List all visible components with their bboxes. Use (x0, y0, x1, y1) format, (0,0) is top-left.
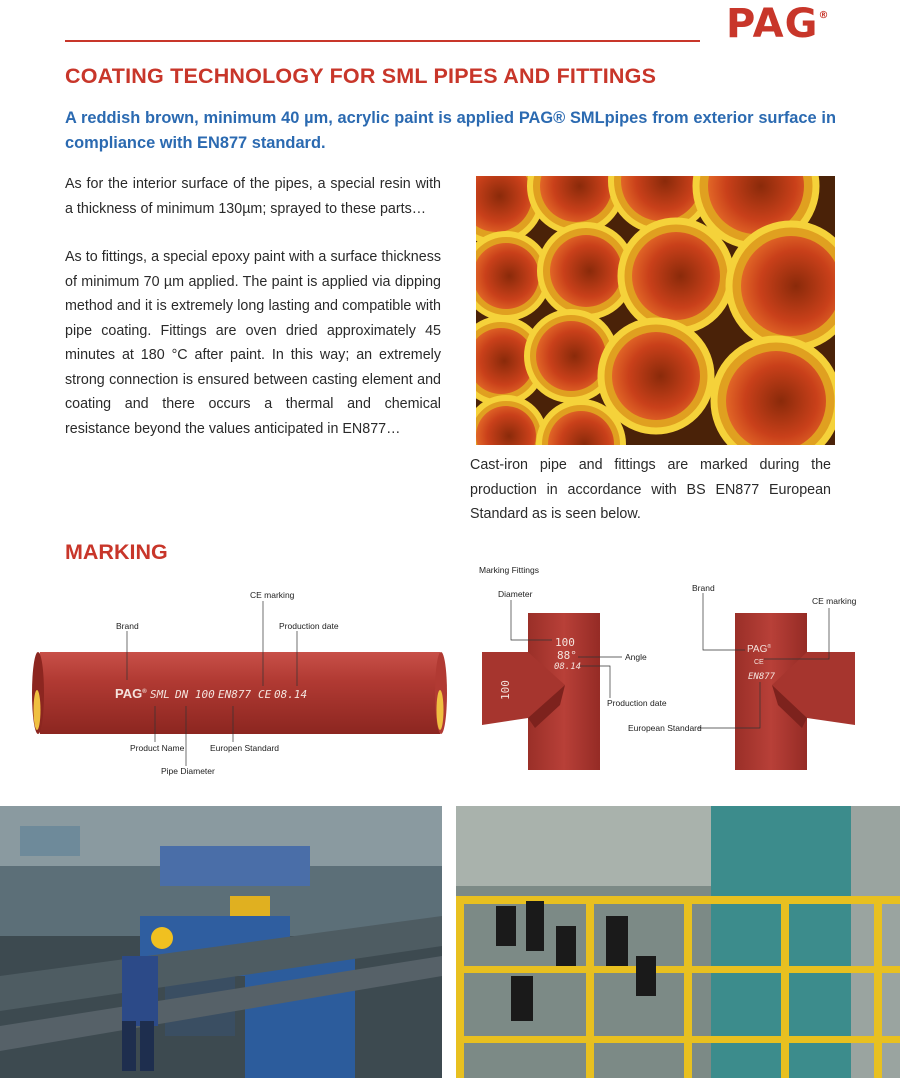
pag-logo: PAG® (726, 1, 830, 47)
fit-mark-ce: CE (754, 659, 764, 666)
paragraph-fittings: As to fittings, a special epoxy paint with a surface thickness of minimum 70 µm applied. The paint is applied via dipping method and it is extremely long lasting and compatible with pipe coating. Fittings are oven dried approximately 45 minutes at 180 °C after paint. In this way; an extremely strong connection is ensured between casting element and coating and there occurs a thermal and chemical resistance beyond the values anticipated in EN877… (65, 249, 441, 437)
marking-title: MARKING (65, 540, 168, 564)
pipe-mark-sml: SML (150, 688, 170, 701)
fittings-title: Marking Fittings (479, 565, 539, 575)
pipe-mark-brand: PAG® (115, 686, 147, 701)
factory-illustration-left (0, 806, 442, 1078)
label-diameter: Diameter (498, 589, 533, 599)
fit-mark-date: 08.14 (554, 662, 582, 672)
label-brand: Brand (116, 621, 139, 631)
fit-mark-angle: 88° (557, 649, 577, 662)
body-text (65, 172, 441, 465)
right-fitting-drawing (735, 613, 855, 770)
label-product-name: Product Name (130, 743, 185, 753)
fit-mark-branch-size: 100 (499, 680, 512, 700)
label-european-standard: European Standard (628, 723, 702, 733)
label-ce-marking: CE marking (250, 590, 295, 600)
marking-diagrams (0, 560, 900, 805)
label-europen-standard: Europen Standard (210, 743, 279, 753)
fit-mark-brand: PAG® (747, 644, 772, 655)
marking-diagram-svg (0, 560, 900, 800)
photo-caption: Cast-iron pipe and fittings are marked during the production in accordance with BS EN877 European Standard as is seen below. (470, 457, 831, 522)
pipe-stack-illustration (476, 176, 835, 445)
pipe-stack-photo (476, 176, 835, 445)
lead-paragraph: A reddish brown, minimum 40 µm, acrylic paint is applied PAG® SMLpipes from exterior surface in compliance with EN877 standard. (65, 109, 836, 152)
paragraph-interior: As for the interior surface of the pipes, a special resin with a thickness of minimum 130µm; sprayed to these parts… (65, 176, 441, 217)
label-production-date: Production date (279, 621, 339, 631)
label-pipe-diameter: Pipe Diameter (161, 766, 215, 776)
page-title: COATING TECHNOLOGY FOR SML PIPES AND FITTINGS (65, 64, 657, 88)
pipe-mark-ce: CE (258, 688, 272, 701)
label-angle: Angle (625, 652, 647, 662)
label-fit-brand: Brand (692, 583, 715, 593)
fit-mark-size: 100 (555, 636, 575, 649)
header-rule (65, 40, 700, 42)
pipe-mark-dn: DN 100 (175, 688, 215, 701)
factory-illustration-right (456, 806, 900, 1078)
factory-photo-right (456, 806, 900, 1078)
label-fit-production-date: Production date (607, 698, 667, 708)
factory-photo-left (0, 806, 442, 1078)
pipe-mark-en: EN877 (218, 688, 252, 701)
label-fit-ce-marking: CE marking (812, 596, 857, 606)
pipe-mark-date: 08.14 (274, 688, 308, 701)
fit-mark-standard: EN877 (748, 672, 776, 682)
